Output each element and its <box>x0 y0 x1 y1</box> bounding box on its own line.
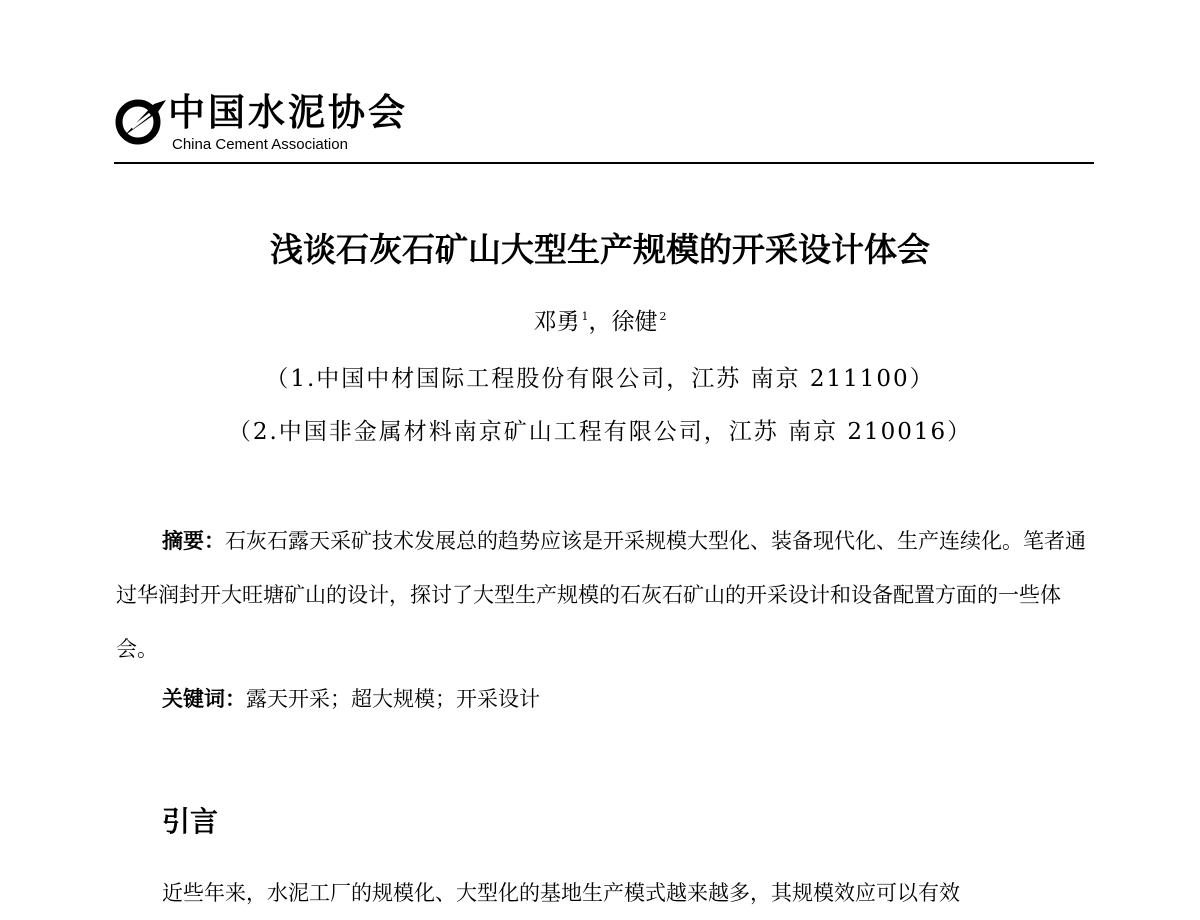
author-name: 徐健 <box>611 309 658 335</box>
intro-paragraph: 近些年来，水泥工厂的规模化、大型化的基地生产模式越来越多，其规模效应可以有效 <box>162 881 960 905</box>
keywords <box>162 672 1092 726</box>
org-name-en: China Cement Association <box>172 136 348 153</box>
abstract <box>116 514 1096 676</box>
affiliation-2: （2.中国非金属材料南京矿山工程有限公司，江苏 南京 210016） <box>227 419 973 445</box>
org-name-cn: 中国水泥协会 <box>168 90 408 134</box>
section-heading: 引言 <box>162 805 219 838</box>
affiliation-mark: 1 <box>581 310 589 323</box>
keywords-label: 关键词： <box>162 687 246 711</box>
author-line <box>0 303 1200 336</box>
author-separator: ， <box>588 309 612 335</box>
abstract-text: 石灰石露天采矿技术发展总的趋势应该是开采规模大型化、装备现代化、生产连续化。笔者通过华润封开大旺塘矿山的设计，探讨了大型生产规模的石灰石矿山的开采设计和设备配置方面的一些体会。 <box>116 529 1086 661</box>
paper-title: 浅谈石灰石矿山大型生产规模的开采设计体会 <box>270 230 930 269</box>
author-name: 邓勇 <box>533 309 580 335</box>
abstract-label: 摘要： <box>162 529 225 553</box>
association-logo-icon <box>114 92 174 146</box>
affiliation-mark: 2 <box>659 310 667 323</box>
header-divider <box>114 162 1094 164</box>
keywords-text: 露天开采；超大规模；开采设计 <box>246 687 540 711</box>
affiliation-1: （1.中国中材国际工程股份有限公司，江苏 南京 211100） <box>265 366 935 392</box>
